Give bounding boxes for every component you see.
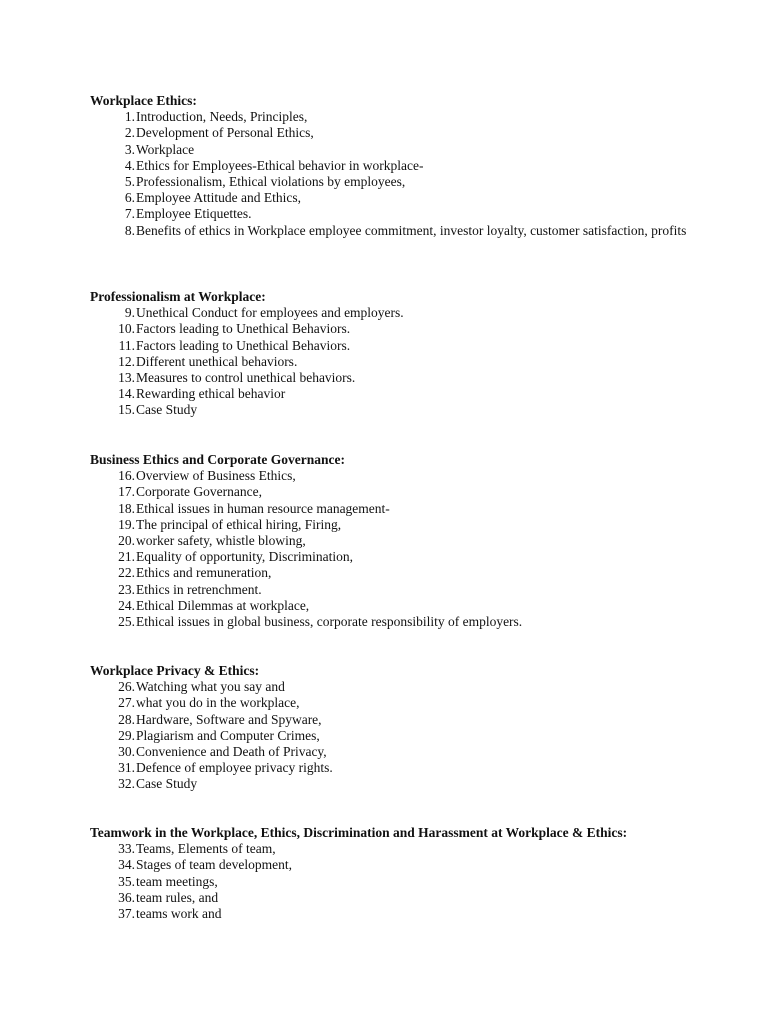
section-professionalism	[90, 289, 690, 419]
list-item-text: Different unethical behaviors.	[136, 353, 298, 369]
list-item-number: 37.	[118, 906, 135, 922]
list-item	[90, 484, 690, 500]
list-item	[90, 582, 690, 598]
list-item-number: 6.	[124, 190, 135, 206]
list-item	[90, 305, 690, 321]
list-item-number: 2.	[124, 125, 135, 141]
list-item-number: 4.	[124, 157, 135, 173]
list-item-text: Watching what you say and	[136, 679, 285, 695]
list-item-number: 34.	[118, 857, 135, 873]
list-item-text: team rules, and	[136, 889, 219, 905]
list-item	[90, 321, 690, 337]
list-item-number: 31.	[118, 760, 135, 776]
list-item-number: 22.	[118, 565, 135, 581]
section-workplace-privacy	[90, 663, 690, 793]
list-item-text: Overview of Business Ethics,	[136, 468, 296, 484]
list-item	[90, 857, 690, 873]
list-item-text: Factors leading to Unethical Behaviors.	[136, 337, 351, 353]
list-item	[90, 679, 690, 695]
list-item-text: Factors leading to Unethical Behaviors.	[136, 321, 351, 337]
list-item	[90, 386, 690, 402]
list-item-text: Introduction, Needs, Principles,	[136, 109, 308, 125]
list-item-text: Equality of opportunity, Discrimination,	[136, 549, 353, 565]
list-item-number: 8.	[124, 222, 135, 238]
list-item-number: 5.	[124, 174, 135, 190]
list-item-number: 25.	[118, 614, 135, 630]
list-item-text: Development of Personal Ethics,	[136, 125, 314, 141]
list-item-number: 1.	[124, 109, 135, 125]
list-item-number: 17.	[118, 484, 135, 500]
list-item-text: Ethical issues in human resource management-	[136, 500, 390, 516]
list-item-text: Ethics in retrenchment.	[136, 581, 262, 597]
section-workplace-ethics	[90, 93, 690, 239]
list-item-text: what you do in the workplace,	[136, 695, 300, 711]
list-item	[90, 549, 690, 565]
list-item-number: 18.	[118, 500, 135, 516]
list-item-number: 28.	[118, 711, 135, 727]
list-item-number: 35.	[118, 873, 135, 889]
list-item-number: 14.	[118, 386, 135, 402]
list-item	[90, 468, 690, 484]
list-item-text: team meetings,	[136, 873, 218, 889]
list-item-text: Ethical Dilemmas at workplace,	[136, 597, 310, 613]
list-item-text: Measures to control unethical behaviors.	[136, 370, 356, 386]
list-item-number: 21.	[118, 549, 135, 565]
list-item-text: Defence of employee privacy rights.	[136, 760, 333, 776]
list-item-text: Convenience and Death of Privacy,	[136, 744, 327, 760]
list-item	[90, 841, 690, 857]
list-item-number: 26.	[118, 679, 135, 695]
section-business-ethics	[90, 452, 690, 630]
list-item-text: Workplace	[136, 141, 195, 157]
list-item-text: Stages of team development,	[136, 857, 292, 873]
list-item	[90, 533, 690, 549]
list-item-number: 32.	[118, 776, 135, 792]
list-item	[90, 695, 690, 711]
list-item-text: Teams, Elements of team,	[136, 841, 276, 857]
list-item-number: 30.	[118, 744, 135, 760]
list-item-number: 11.	[118, 337, 135, 353]
list-item-number: 36.	[118, 889, 135, 905]
list-item	[90, 712, 690, 728]
list-item-number: 13.	[118, 370, 135, 386]
list-item-number: 10.	[118, 321, 135, 337]
list-item	[90, 501, 690, 517]
section-heading: Teamwork in the Workplace, Ethics, Discrimination and Harassment at Workplace & Ethics:	[90, 825, 628, 840]
list-item-text: Benefits of ethics in Workplace employee commitment, investor loyalty, customer satisfaction, profits	[136, 222, 687, 238]
list-item	[90, 906, 690, 922]
list-item-number: 19.	[118, 516, 135, 532]
list-item	[90, 158, 690, 174]
section-teamwork	[90, 825, 690, 922]
list-item-number: 15.	[118, 402, 135, 418]
list-item	[90, 744, 690, 760]
list-item-text: Rewarding ethical behavior	[136, 386, 286, 402]
list-item-text: worker safety, whistle blowing,	[136, 533, 306, 549]
list-item	[90, 338, 690, 354]
list-item	[90, 125, 690, 141]
list-item	[90, 776, 690, 792]
list-item-text: Ethics and remuneration,	[136, 565, 272, 581]
list-item	[90, 354, 690, 370]
list-item-number: 29.	[118, 727, 135, 743]
list-item-text: Corporate Governance,	[136, 484, 262, 500]
list-item	[90, 142, 690, 158]
list-item	[90, 370, 690, 386]
list-item-text: Case Study	[136, 776, 198, 792]
list-item	[90, 760, 690, 776]
list-item-number: 23.	[118, 581, 135, 597]
list-item	[90, 109, 690, 125]
list-item-number: 20.	[118, 533, 135, 549]
list-item	[90, 565, 690, 581]
list-item	[90, 223, 690, 239]
list-item	[90, 614, 690, 630]
list-item-text: The principal of ethical hiring, Firing,	[136, 516, 342, 532]
list-item-number: 16.	[118, 468, 135, 484]
section-heading: Workplace Privacy & Ethics:	[90, 663, 260, 678]
list-item-number: 12.	[118, 353, 135, 369]
list-item-number: 24.	[118, 597, 135, 613]
list-item-text: Hardware, Software and Spyware,	[136, 711, 322, 727]
list-item-text: Ethical issues in global business, corporate responsibility of employers.	[136, 614, 523, 630]
list-item-text: Ethics for Employees-Ethical behavior in workplace-	[136, 157, 424, 173]
list-item-number: 27.	[118, 695, 135, 711]
list-item	[90, 728, 690, 744]
list-item-text: teams work and	[136, 906, 222, 922]
list-item-number: 9.	[124, 305, 135, 321]
list-item	[90, 598, 690, 614]
list-item-text: Employee Etiquettes.	[136, 206, 252, 222]
section-heading: Professionalism at Workplace:	[90, 289, 266, 304]
list-item-text: Employee Attitude and Ethics,	[136, 190, 301, 206]
list-item	[90, 190, 690, 206]
list-item-number: 7.	[124, 206, 135, 222]
list-item	[90, 517, 690, 533]
list-item-text: Case Study	[136, 402, 198, 418]
list-item	[90, 874, 690, 890]
list-item	[90, 174, 690, 190]
section-heading: Workplace Ethics:	[90, 93, 197, 108]
list-item	[90, 206, 690, 222]
list-item-number: 3.	[124, 141, 135, 157]
list-item-text: Plagiarism and Computer Crimes,	[136, 727, 320, 743]
list-item-text: Professionalism, Ethical violations by employees,	[136, 174, 406, 190]
list-item	[90, 402, 690, 418]
section-heading: Business Ethics and Corporate Governance:	[90, 452, 346, 467]
list-item-number: 33.	[118, 841, 135, 857]
list-item-text: Unethical Conduct for employees and employers.	[136, 305, 404, 321]
list-item	[90, 890, 690, 906]
